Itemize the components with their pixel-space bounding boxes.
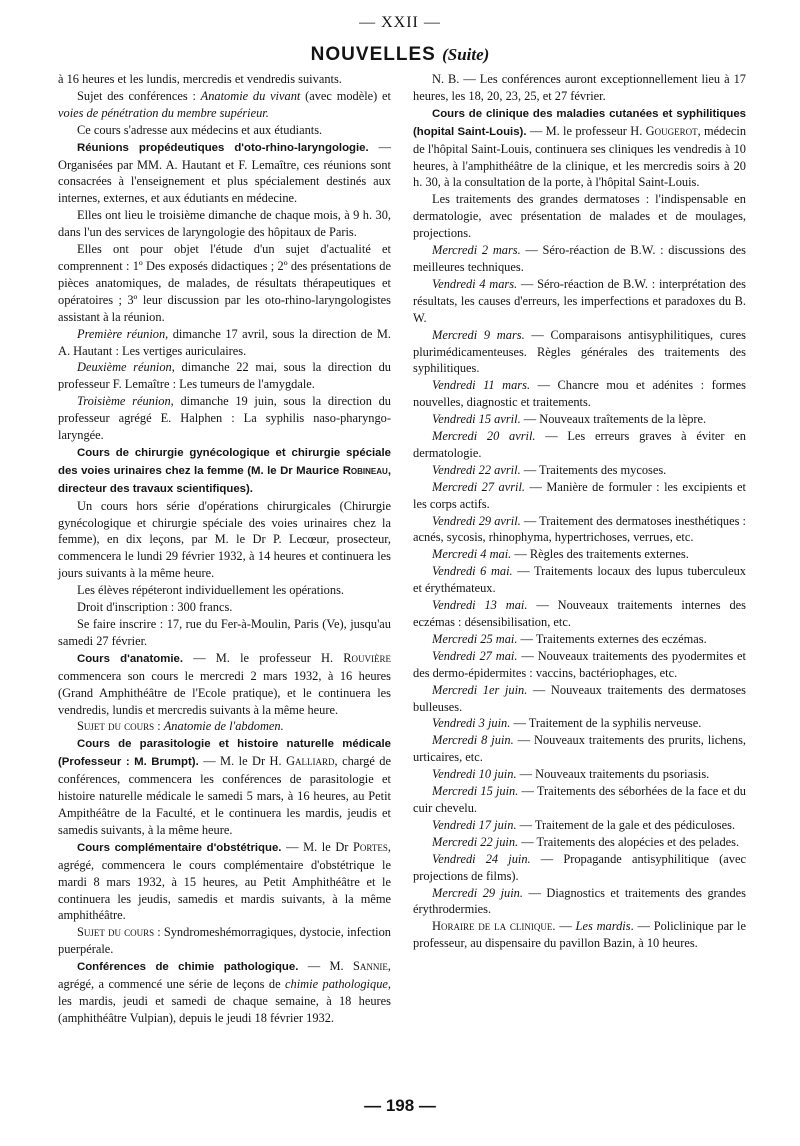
- right-column: [413, 71, 746, 952]
- lesson-date: Mercredi 20 avril.: [432, 429, 536, 444]
- lesson-item: [413, 276, 746, 327]
- paragraph: à 16 heures et les lundis, mercredis et vendredis suivants.: [58, 72, 342, 86]
- lesson-date: Mercredi 9 mars.: [432, 327, 525, 342]
- paragraph: Sujet du cours : Syndromeshémorragiques, dystocie, infection puerpérale.: [58, 925, 392, 957]
- paragraph: Sujet des conférences : Anatomie du vivant (avec modèle) et voies de pénétration du membre supérieur.: [58, 88, 391, 120]
- roman-page-number: — XXII —: [359, 14, 441, 31]
- section-chimie: Conférences de chimie pathologique. — M. Sannie, agrégé, a commencé une série de leçons de chimie pathologique, les mardis, jeudi et samedi de chaque semaine, à 18 heures (amphithéâtre Vulpian), depuis le jeudi 18 février 1932.: [58, 959, 392, 1025]
- paragraph: Troisième réunion, dimanche 19 juin, sous la direction du professeur agrégé E. Halphen : La syphilis naso-pharyngo-laryngée.: [58, 394, 391, 443]
- section-heading: Cours de parasitologie et histoire naturelle médicale (Professeur : M. Brumpt).: [58, 738, 391, 769]
- page-number: — 198 —: [364, 1096, 436, 1115]
- lesson-item: [413, 479, 746, 513]
- lesson-date: Mercredi 1er juin.: [432, 682, 528, 697]
- lesson-date: Mercredi 27 avril.: [432, 479, 526, 494]
- paragraph: Droit d'inscription : 300 francs.: [77, 600, 233, 615]
- section-heading: Cours complémentaire d'obstétrique.: [77, 841, 282, 854]
- lesson-date: Vendredi 17 juin.: [432, 817, 517, 832]
- lesson-date: Mercredi 25 mai.: [432, 631, 518, 646]
- page-title: [0, 44, 800, 66]
- lesson-item: [413, 817, 746, 834]
- section-heading: Cours d'anatomie.: [77, 652, 184, 665]
- lesson-date: Mercredi 8 juin.: [432, 733, 514, 748]
- section-heading: Réunions propédeutiques d'oto-rhino-laryngologie.: [77, 141, 369, 154]
- section-clinique: Cours de clinique des maladies cutanées et syphilitiques (hopital Saint-Louis). — M. le professeur H. Gougerot, médecin de l'hôpital Saint-Louis, continuera ses cliniques les vendredis à 10 heures, à l'amphithéâtre de la clinique, et les mercredis soirs à 20 h. 30, à la consultation de la porte, à l'hôpital Saint-Louis.: [413, 107, 747, 190]
- lesson-topic: — Traitement des dermatoses inesthétiques : acnés, sycosis, rhinophyma, hypertrichoses, verrues, etc.: [413, 513, 746, 545]
- lesson-item: [413, 631, 746, 648]
- lesson-date: Vendredi 4 mars.: [432, 276, 518, 291]
- lesson-item: [413, 546, 746, 563]
- lesson-date: Vendredi 24 juin.: [432, 851, 531, 866]
- lesson-topic: — Traitements locaux des lupus tuberculeux et érythémateux.: [413, 564, 746, 596]
- lesson-date: Vendredi 22 avril.: [432, 462, 521, 477]
- section-heading: Cours de clinique des maladies cutanées et syphilitiques (hopital Saint-Louis).: [413, 107, 746, 138]
- section-heading: Conférences de chimie pathologique.: [77, 961, 299, 974]
- lesson-list: [413, 242, 746, 918]
- lesson-topic: — Nouveaux traitements des dermatoses bulleuses.: [413, 682, 746, 714]
- lesson-topic: — Propagande antisyphilitique (avec projections de films).: [413, 851, 747, 883]
- title-main: NOUVELLES: [310, 44, 436, 65]
- paragraph: Deuxième réunion, dimanche 22 mai, sous la direction du professeur F. Lemaître : Les tumeurs de l'amygdale.: [58, 360, 391, 392]
- paragraph: Les traitements des grandes dermatoses : l'indispensable en dermatologie, avec présentation de malades et de moulages, projections.: [413, 192, 746, 241]
- lesson-item: [413, 766, 746, 783]
- lesson-item: [413, 411, 746, 428]
- lesson-item: [413, 732, 746, 766]
- title-suffix: (Suite): [442, 45, 490, 64]
- lesson-item: [413, 715, 746, 732]
- lesson-topic: — Nouveaux traitements internes des eczémas : désensibilisation, etc.: [413, 598, 747, 629]
- lesson-date: Vendredi 11 mars.: [432, 378, 531, 393]
- lesson-item: [413, 377, 746, 411]
- lesson-topic: — Traitements des alopécies et des pelades.: [518, 834, 740, 849]
- lesson-topic: — Nouveaux traitements des prurits, lichens, urticaires, etc.: [413, 733, 746, 765]
- section-heading: Cours de chirurgie gynécologique et chirurgie spéciale des voies urinaires chez la femme (M. le Dr Maurice: [58, 446, 391, 477]
- lesson-item: [413, 648, 746, 682]
- lesson-topic: — Manière de formuler : les excipients et les corps actifs.: [413, 479, 746, 511]
- lesson-item: [413, 597, 746, 631]
- lesson-topic: — Traitements externes des eczémas.: [517, 631, 707, 646]
- lesson-topic: — Séro-réaction de B.W. : discussions des meilleures techniques.: [413, 243, 746, 274]
- lesson-topic: — Séro-réaction de B.W. : interprétation des résultats, les causes d'erreurs, les imperfections et paradoxes du B. W.: [413, 276, 746, 325]
- lesson-item: [413, 885, 746, 919]
- paragraph: Un cours hors série d'opérations chirurgicales (Chirurgie gynécologique et chirurgie spéciale des voies urinaires chez la femme), en dix leçons, par M. le Dr P. Lecœur, prosecteur, commencera le lundi 29 février 1932, à 14 heures et continuera les jours suivants à la même heure.: [58, 498, 391, 581]
- section-obstetrique: Cours complémentaire d'obstétrique. — M. le Dr Portes, agrégé, commencera le cours complémentaire d'obstétrique le mardi 8 mars 1932, à 15 heures, au Petit Amphithéâtre et le continuera les jeudis, samedis et mardis suivants, à la même amphithéâtre.: [58, 839, 391, 923]
- section-chirurgie: Cours de chirurgie gynécologique et chirurgie spéciale des voies urinaires chez la femme (M. le Dr Maurice Robineau, directeur des travaux scientifiques).: [58, 446, 391, 495]
- lesson-date: Vendredi 6 mai.: [432, 564, 513, 579]
- lesson-date: Vendredi 10 juin.: [432, 767, 517, 782]
- section-parasitologie: Cours de parasitologie et histoire naturelle médicale (Professeur : M. Brumpt). — M. le Dr H. Galliard, chargé de conférences, commencera les conférences de parasitologie et histoire naturelle médicale le samedi 5 mars, à 16 heures, au Petit Ampithéâtre de la Faculté, et le continuera les mardis, jeudis et samedis suivants, à la même heure.: [58, 738, 392, 837]
- lesson-date: Mercredi 22 juin.: [432, 834, 519, 849]
- lesson-date: Mercredi 4 mai.: [432, 547, 512, 562]
- paragraph: Sujet du cours : Anatomie de l'abdomen.: [77, 719, 284, 734]
- lesson-date: Mercredi 29 juin.: [432, 885, 523, 900]
- lesson-topic: — Règles des traitements externes.: [511, 547, 689, 562]
- lesson-topic: — Comparaisons antisyphilitiques, cures plurimédicamenteuses. Règles générales des traitements des syphilitiques.: [413, 327, 746, 376]
- paragraph: N. B. — Les conférences auront exceptionnellement lieu à 17 heures, les 18, 20, 23, 25, et 27 février.: [413, 72, 746, 103]
- lesson-item: [413, 327, 746, 378]
- lesson-date: Mercredi 15 juin.: [432, 784, 519, 799]
- clinic-hours: Horaire de la clinique. — Les mardis. — Policlinique par le professeur, au dispensaire du pavillon Bazin, à 10 heures.: [413, 919, 746, 951]
- lesson-topic: — Traitement de la gale et des pédiculoses.: [516, 817, 736, 832]
- lesson-topic: — Les erreurs graves à éviter en dermatologie.: [413, 429, 746, 460]
- lesson-topic: — Nouveaux traitements du psoriasis.: [516, 767, 710, 782]
- section-anatomie: Cours d'anatomie. — M. le professeur H. Rouvière commencera son cours le mercredi 2 mars 1932, à 16 heures (Grand Amphithéâtre de l'Ecole pratique), et le continuera les vendredis, lundis et mercredis suivants à la même heure.: [58, 650, 392, 717]
- lesson-item: [413, 682, 746, 716]
- lesson-item: [413, 242, 746, 276]
- lesson-date: Vendredi 15 avril.: [432, 412, 521, 427]
- paragraph: Elles ont pour objet l'étude d'un sujet d'actualité et comprennent : 1º Des exposés didactiques ; 2º des présentations de pièces anatomiques, de malades, de résultats thérapeutiques et opératoires ; 3º leur discussion par les oto-rhino-laryngologistes assistant à la réunion.: [58, 242, 391, 324]
- lesson-date: Mercredi 2 mars.: [432, 243, 521, 258]
- left-column: [58, 71, 391, 1027]
- lesson-item: [413, 462, 746, 479]
- lesson-topic: — Traitements des séborhées de la face et du cuir chevelu.: [413, 784, 746, 815]
- lesson-item: [413, 513, 746, 547]
- lesson-topic: — Nouveaux traitements des pyodermites et des dermo-épidermites : vaccins, bactériophages, etc.: [413, 648, 746, 680]
- lesson-item: [413, 428, 746, 462]
- lesson-date: Vendredi 3 juin.: [432, 716, 511, 731]
- lesson-date: Vendredi 13 mai.: [432, 598, 528, 613]
- lesson-item: [413, 783, 746, 817]
- paragraph: Ce cours s'adresse aux médecins et aux étudiants.: [77, 122, 323, 137]
- paragraph: Première réunion, dimanche 17 avril, sous la direction de M. A. Hautant : Les vertiges auriculaires.: [58, 326, 391, 358]
- lesson-topic: — Chancre mou et adénites : formes nouvelles, diagnostic et traitements.: [413, 378, 746, 410]
- lesson-date: Vendredi 29 avril.: [432, 513, 521, 528]
- paragraph: Les élèves répéteront individuellement les opérations.: [77, 583, 344, 598]
- lesson-topic: — Nouveaux traîtements de la lèpre.: [520, 412, 707, 427]
- lesson-topic: — Traitement de la syphilis nerveuse.: [510, 716, 702, 731]
- lesson-topic: — Diagnostics et traitements des grandes érythrodermies.: [413, 885, 746, 917]
- paragraph: Elles ont lieu le troisième dimanche de chaque mois, à 9 h. 30, dans l'un des services de laryngologie des hôpitaux de Paris.: [58, 208, 391, 240]
- section-reunions: Réunions propédeutiques d'oto-rhino-laryngologie. — Organisées par MM. A. Hautant et F. Lemaître, ces réunions sont consacrées à l'enseignement et plus spécialement destinés aux internes, externes, et aux édutiants en médecine.: [58, 139, 391, 206]
- lesson-date: Vendredi 27 mai.: [432, 648, 518, 663]
- lesson-topic: — Traitements des mycoses.: [520, 462, 667, 477]
- lesson-item: [413, 834, 746, 851]
- lesson-item: [413, 851, 746, 885]
- paragraph: Se faire inscrire : 17, rue du Fer-à-Moulin, Paris (Ve), jusqu'au samedi 27 février.: [58, 617, 391, 648]
- lesson-item: [413, 563, 746, 597]
